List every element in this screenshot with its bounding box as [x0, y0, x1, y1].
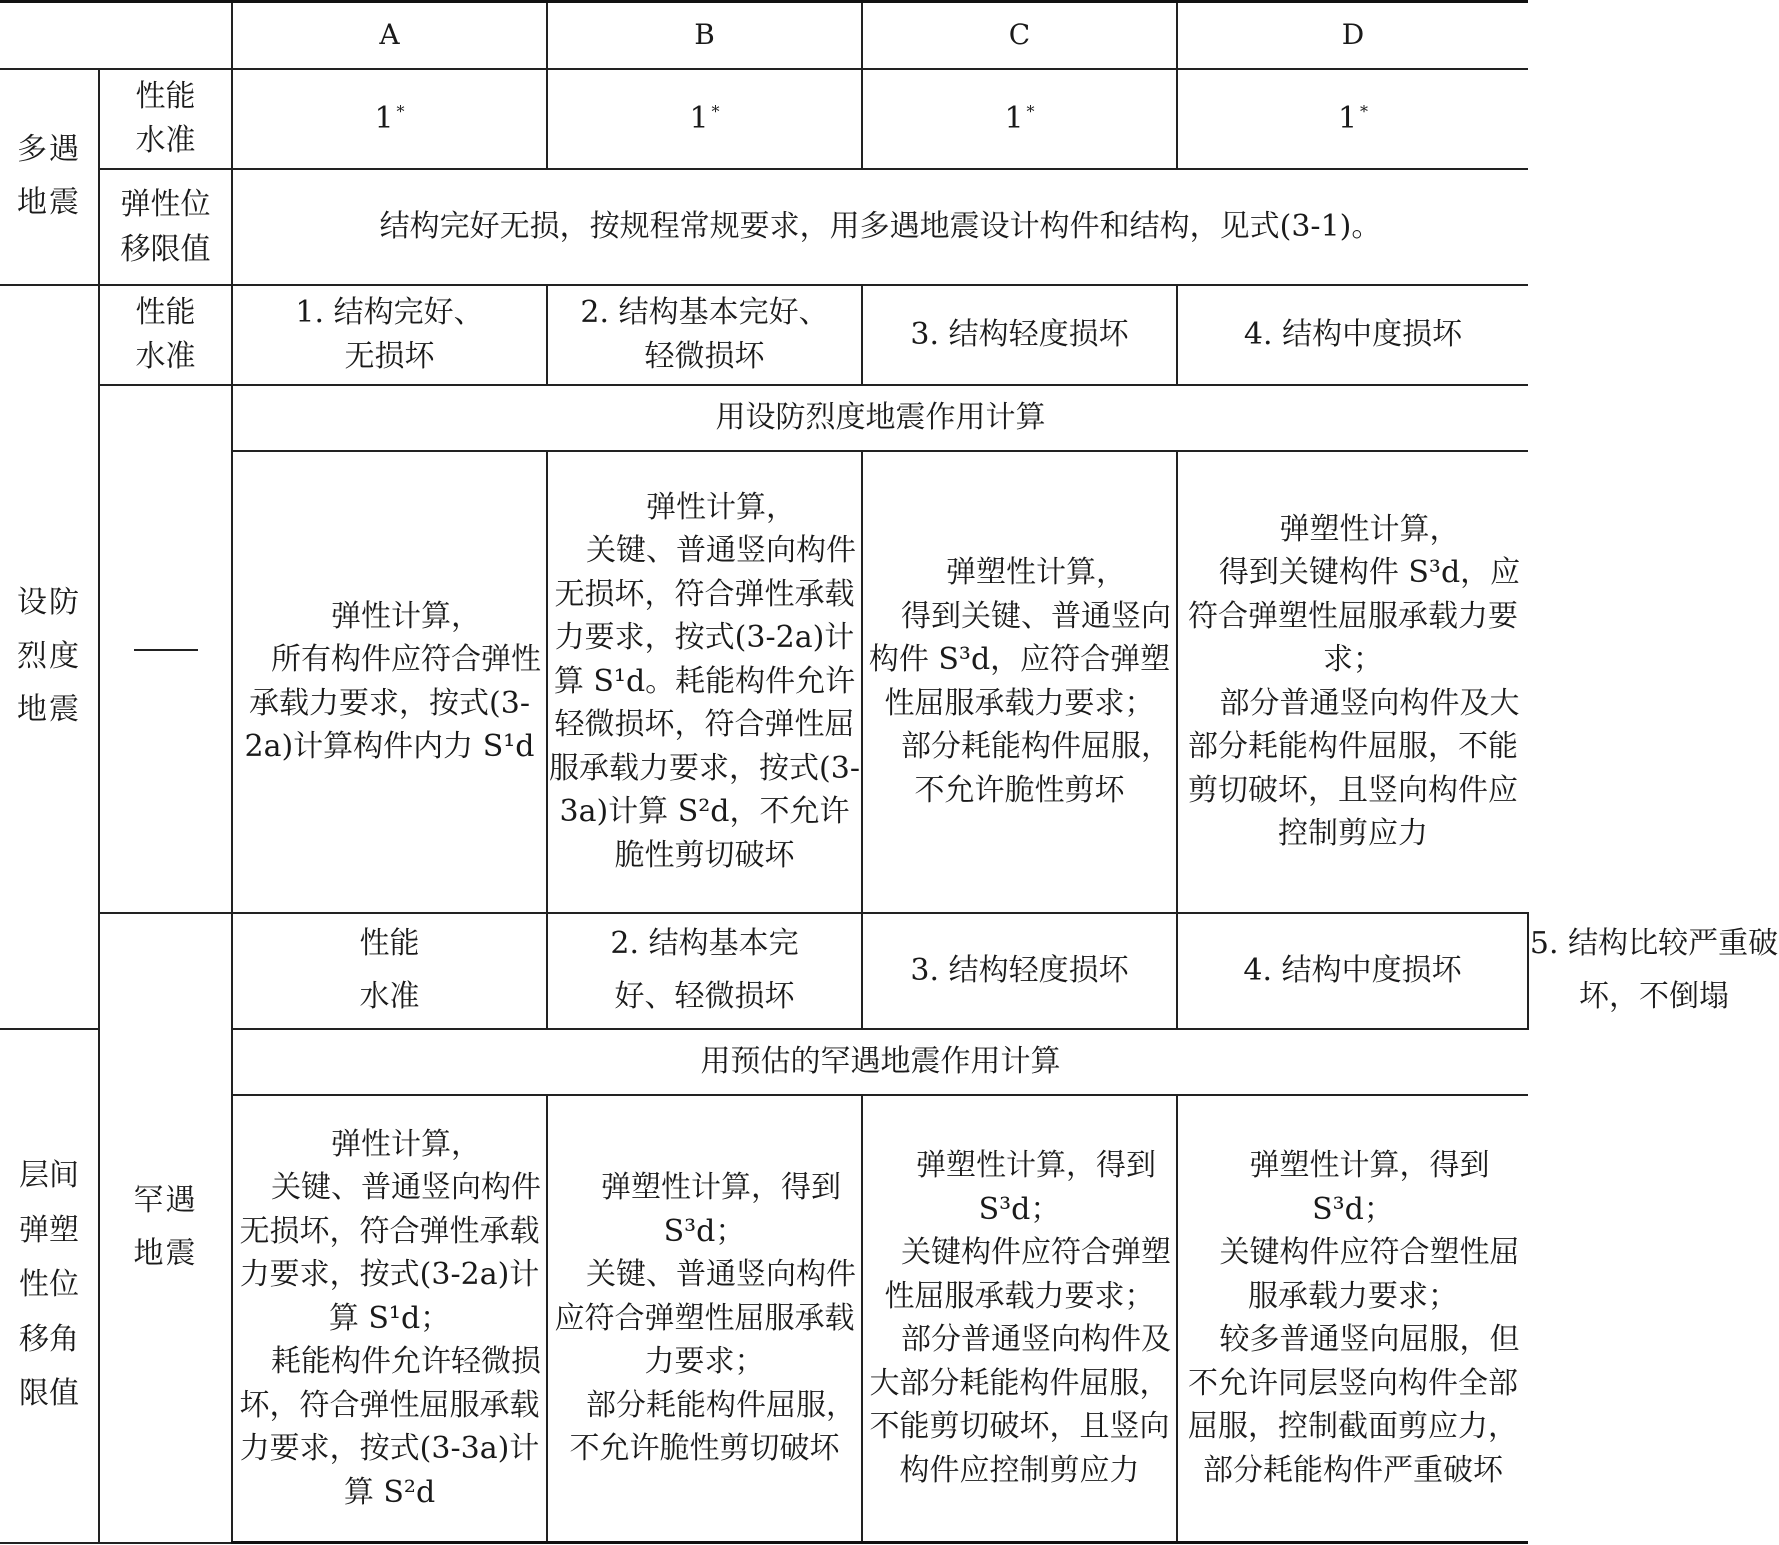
rare-cell-a: 弹性计算， 关键、普通竖向构件无损坏，符合弹性承载力要求，按式(3-2a)计算 S¹d； 耗能构件允许轻微损坏，符合弹性屈服承载力要求，按式(3-3a)计算 S²d: [232, 1095, 547, 1543]
rare-drift-label: 层间弹塑性位移角限值: [0, 1029, 99, 1543]
rare-cell-c: 弹塑性计算，得到 S³d； 关键构件应符合弹塑性屈服承载力要求； 部分普通竖向构件及大部分耗能构件屈服，不能剪切破坏，且竖向构件应控制剪应力: [862, 1095, 1177, 1543]
rare-perf-c: 4. 结构中度损坏: [1177, 913, 1528, 1029]
frequent-perf-label: 性能水准: [99, 69, 232, 169]
fortification-perf-b: 2. 结构基本完好、轻微损坏: [547, 285, 862, 385]
fortification-calc-header-row: [0, 385, 1528, 451]
rare-calc-header: 用预估的罕遇地震作用计算: [232, 1029, 1528, 1095]
frequent-drift-row: [0, 169, 1528, 285]
frequent-perf-b: 1 *: [547, 69, 862, 169]
rare-label: 罕遇地震: [99, 913, 232, 1543]
frequent-perf-row: [0, 69, 1528, 169]
fortification-drift-dash: [99, 385, 232, 913]
col-header-d: D: [1177, 2, 1528, 69]
rare-perf-a: 2. 结构基本完好、轻微损坏: [547, 913, 862, 1029]
frequent-label: 多遇地震: [0, 69, 99, 285]
col-header-a: A: [232, 2, 547, 69]
fortification-perf-row: [0, 285, 1528, 385]
corner-cell: [0, 2, 232, 69]
frequent-perf-c: 1 *: [862, 69, 1177, 169]
col-header-c: C: [862, 2, 1177, 69]
dash-line: [134, 649, 198, 651]
col-header-b: B: [547, 2, 862, 69]
fortification-cell-a: 弹性计算， 所有构件应符合弹性承载力要求，按式(3-2a)计算构件内力 S¹d: [232, 451, 547, 913]
fortification-label: 设防烈度地震: [0, 285, 99, 1029]
rare-cell-d: 弹塑性计算，得到 S³d； 关键构件应符合塑性屈服承载力要求； 较多普通竖向屈服，但不允许同层竖向构件全部屈服，控制截面剪应力，部分耗能构件严重破坏: [1177, 1095, 1528, 1543]
frequent-perf-d: 1 *: [1177, 69, 1528, 169]
rare-cell-b: 弹塑性计算，得到 S³d； 关键、普通竖向构件应符合弹塑性屈服承载力要求； 部分耗能构件屈服，不允许脆性剪切破坏: [547, 1095, 862, 1543]
fortification-cell-b: 弹性计算， 关键、普通竖向构件无损坏，符合弹性承载力要求，按式(3-2a)计算 S¹d。耗能构件允许轻微损坏，符合弹性屈服承载力要求，按式(3-3a)计算 S²d，不允许脆性剪切破坏: [547, 451, 862, 913]
frequent-perf-a: 1 *: [232, 69, 547, 169]
fortification-cell-c: 弹塑性计算， 得到关键、普通竖向构件 S³d，应符合弹塑性屈服承载力要求； 部分耗能构件屈服，不允许脆性剪坏: [862, 451, 1177, 913]
rare-perf-b: 3. 结构轻度损坏: [862, 913, 1177, 1029]
frequent-drift-text: 结构完好无损，按规程常规要求，用多遇地震设计构件和结构，见式(3-1)。: [232, 169, 1528, 285]
header-row: [0, 2, 1528, 69]
fortification-perf-c: 3. 结构轻度损坏: [862, 285, 1177, 385]
fortification-perf-label: 性能水准: [99, 285, 232, 385]
rare-perf-label: 性能水准: [232, 913, 547, 1029]
frequent-drift-label: 弹性位移限值: [99, 169, 232, 285]
rare-perf-row: 罕遇地震 性能水准 2. 结构基本完好、轻微损坏 3. 结构轻度损坏 4. 结构中度损坏 5. 结构比较严重破坏，不倒塌: [0, 913, 1528, 1029]
fortification-calc-header: 用设防烈度地震作用计算: [232, 385, 1528, 451]
fortification-perf-a: 1. 结构完好、无损坏: [232, 285, 547, 385]
fortification-cell-d: 弹塑性计算， 得到关键构件 S³d，应符合弹塑性屈服承载力要求； 部分普通竖向构件及大部分耗能构件屈服，不能剪切破坏，且竖向构件应控制剪应力: [1177, 451, 1528, 913]
fortification-perf-d: 4. 结构中度损坏: [1177, 285, 1528, 385]
